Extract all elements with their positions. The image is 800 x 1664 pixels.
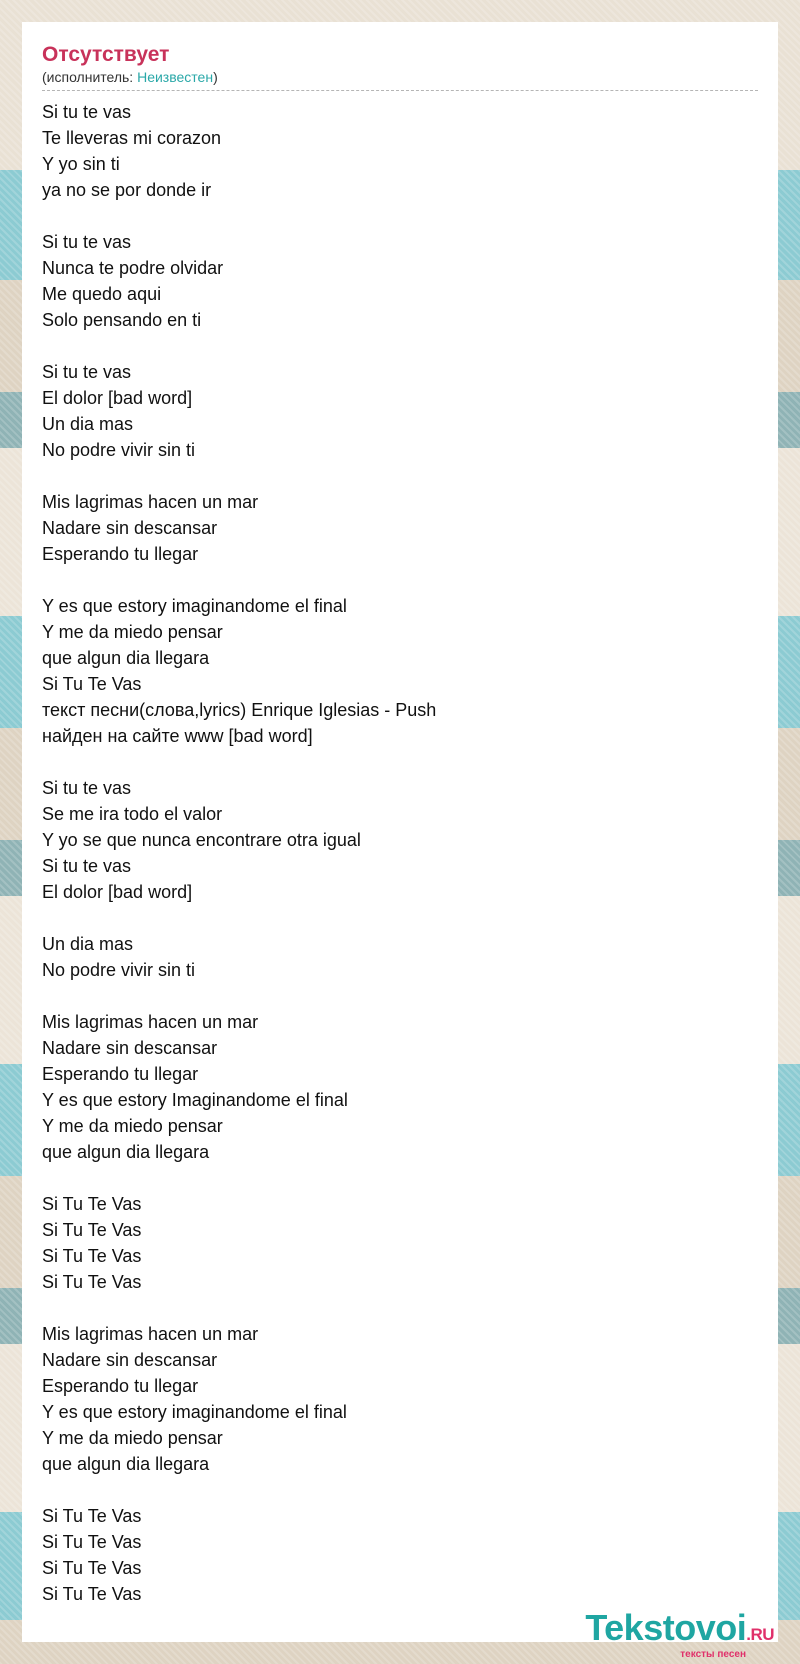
lyric-line: Y es que estory Imaginandome el final	[42, 1090, 348, 1110]
lyric-line: Y me da miedo pensar	[42, 1116, 223, 1136]
lyric-line: Y es que estory imaginandome el final	[42, 1402, 347, 1422]
lyric-line: Si Tu Te Vas	[42, 1532, 142, 1552]
stanza-gap	[42, 333, 758, 359]
lyric-line: que algun dia llegara	[42, 648, 210, 668]
lyric-line: Nadare sin descansar	[42, 1350, 218, 1370]
lyric-line: Solo pensando en ti	[42, 310, 202, 330]
stanza-gap	[42, 1477, 758, 1503]
lyric-line: Mis lagrimas hacen un mar	[42, 1012, 259, 1032]
lyric-line: Se me ira todo el valor	[42, 804, 223, 824]
artist-suffix: )	[213, 69, 218, 85]
lyric-line: Si Tu Te Vas	[42, 1220, 142, 1240]
lyric-line: ya no se por donde ir	[42, 180, 212, 200]
lyric-line: Si Tu Te Vas	[42, 1194, 142, 1214]
lyric-line: найден на сайте www [bad word]	[42, 726, 313, 746]
lyric-line: Mis lagrimas hacen un mar	[42, 1324, 259, 1344]
lyric-line: Si Tu Te Vas	[42, 1272, 142, 1292]
lyric-line: Si Tu Te Vas	[42, 674, 142, 694]
logo-wordmark	[585, 1609, 774, 1654]
lyric-line: Nadare sin descansar	[42, 1038, 218, 1058]
lyric-line: Si Tu Te Vas	[42, 1584, 142, 1604]
stanza-gap	[42, 1295, 758, 1321]
lyric-line: No podre vivir sin ti	[42, 440, 196, 460]
lyric-line: Si tu te vas	[42, 778, 132, 798]
lyric-line: Si Tu Te Vas	[42, 1506, 142, 1526]
lyric-line: Si tu te vas	[42, 102, 132, 122]
stanza-gap	[42, 905, 758, 931]
stanza-gap	[42, 1165, 758, 1191]
logo-tagline: тексты песен	[680, 1649, 746, 1660]
lyrics-text	[42, 99, 758, 1607]
lyric-line: Te lleveras mi corazon	[42, 128, 222, 148]
lyric-line: Esperando tu llegar	[42, 1376, 199, 1396]
lyric-line: Un dia mas	[42, 414, 134, 434]
lyric-line: que algun dia llegara	[42, 1142, 210, 1162]
stanza-gap	[42, 983, 758, 1009]
lyric-line: Esperando tu llegar	[42, 1064, 199, 1084]
artist-line	[42, 68, 758, 91]
lyric-line: Mis lagrimas hacen un mar	[42, 492, 259, 512]
lyric-line: Y yo sin ti	[42, 154, 120, 174]
lyric-line: No podre vivir sin ti	[42, 960, 196, 980]
lyric-line: Nunca te podre olvidar	[42, 258, 224, 278]
song-title: Отсутствует	[42, 43, 170, 66]
stanza-gap	[42, 749, 758, 775]
lyric-line: Un dia mas	[42, 934, 134, 954]
lyric-line: Si tu te vas	[42, 362, 132, 382]
lyric-line: Y yo se que nunca encontrare otra igual	[42, 830, 361, 850]
lyric-line: El dolor [bad word]	[42, 882, 193, 902]
lyric-line: Si Tu Te Vas	[42, 1558, 142, 1578]
artist-prefix: (исполнитель:	[42, 69, 138, 85]
logo-tld: .RU	[746, 1625, 774, 1644]
stanza-gap	[42, 203, 758, 229]
lyric-line: que algun dia llegara	[42, 1454, 210, 1474]
site-logo[interactable]	[585, 1609, 774, 1660]
lyric-line: Y me da miedo pensar	[42, 622, 223, 642]
lyric-line: Si tu te vas	[42, 856, 132, 876]
lyric-line: Y me da miedo pensar	[42, 1428, 223, 1448]
lyric-line: Si Tu Te Vas	[42, 1246, 142, 1266]
artist-link[interactable]: Неизвестен	[137, 69, 214, 85]
logo-main-text: Tekstovoi	[585, 1607, 747, 1648]
lyrics-card	[22, 22, 778, 1642]
stanza-gap	[42, 567, 758, 593]
lyric-line: Si tu te vas	[42, 232, 132, 252]
lyric-line: Esperando tu llegar	[42, 544, 199, 564]
lyric-line: текст песни(слова,lyrics) Enrique Iglesias - Push	[42, 700, 437, 720]
lyric-line: Me quedo aqui	[42, 284, 162, 304]
stanza-gap	[42, 463, 758, 489]
lyric-line: El dolor [bad word]	[42, 388, 193, 408]
lyric-line: Y es que estory imaginandome el final	[42, 596, 347, 616]
lyric-line: Nadare sin descansar	[42, 518, 218, 538]
